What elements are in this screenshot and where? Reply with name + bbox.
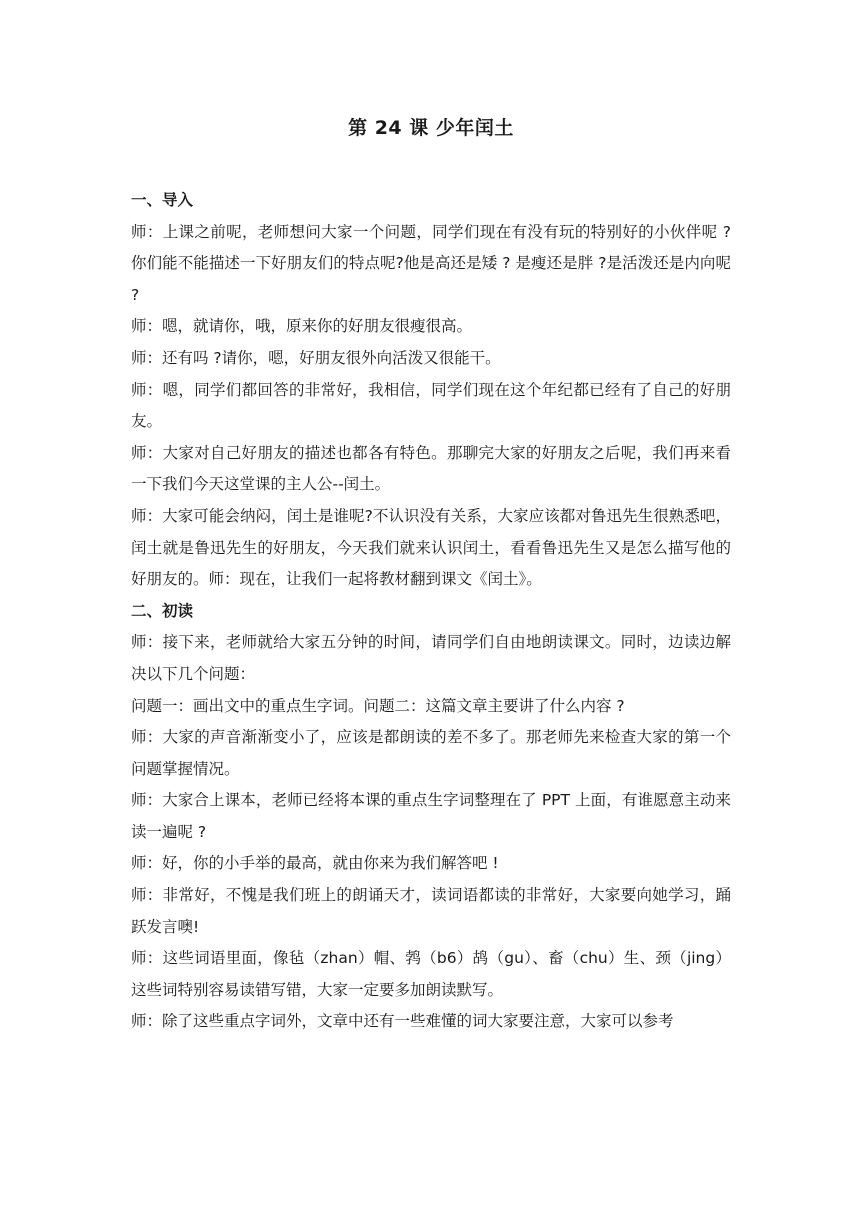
paragraph: 师：大家可能会纳闷，闰土是谁呢?不认识没有关系，大家应该都对鲁迅先生很熟悉吧，闰土就是鲁迅先生的好朋友，今天我们就来认识闰土，看看鲁迅先生又是怎么描写他的好朋友的。师：现在，让我们一起将教材翻到课文《闰土》。 — [131, 506, 731, 589]
paragraph: 师：除了这些重点字词外，文章中还有一些难懂的词大家要注意，大家可以参考 — [131, 1012, 674, 1031]
section-heading-first-reading: 二、初读 — [131, 601, 194, 620]
paragraph: 师：大家对自己好朋友的描述也都各有特色。那聊完大家的好朋友之后呢，我们再来看一下我们今天这堂课的主人公--闰土。 — [131, 443, 731, 494]
paragraph: 师：嗯，就请你，哦，原来你的好朋友很瘦很高。 — [131, 317, 473, 336]
paragraph: 师：接下来，老师就给大家五分钟的时间，请同学们自由地朗读课文。同时，边读边解决以下几个问题： — [131, 633, 731, 683]
paragraph: 师：大家合上课本，老师已经将本课的重点生字词整理在了 PPT 上面，有谁愿意主动来读一遍呢 ? — [131, 791, 731, 841]
lesson-body — [131, 185, 731, 1038]
paragraph: 师：嗯，同学们都回答的非常好，我相信，同学们现在这个年纪都已经有了自己的好朋友。 — [131, 380, 731, 431]
paragraph: 师：上课之前呢，老师想问大家一个问题，同学们现在有没有玩的特别好的小伙伴呢 ?你们能不能描述一下好朋友们的特点呢?他是高还是矮 ? 是瘦还是胖 ?是活泼还是内向呢 ? — [131, 222, 731, 304]
paragraph: 师：这些词语里面，像毡（zhan）帽、鹁（b6）鸪（gu）、畜（chu）生、颈（jing）这些词特别容易读错写错，大家一定要多加朗读默写。 — [131, 949, 731, 999]
lesson-title: 第 24 课 少年闰土 — [348, 117, 514, 139]
paragraph: 师：非常好，不愧是我们班上的朗诵天才，读词语都读的非常好，大家要向她学习，踊跃发言噢! — [131, 886, 731, 936]
section-heading-intro: 一、导入 — [131, 191, 194, 209]
paragraph: 师：还有吗 ?请你，嗯，好朋友很外向活泼又很能干。 — [131, 348, 501, 367]
paragraph: 师：好，你的小手举的最高，就由你来为我们解答吧 ! — [131, 854, 499, 873]
paragraph: 师：大家的声音渐渐变小了，应该是都朗读的差不多了。那老师先来检查大家的第一个问题掌握情况。 — [131, 728, 731, 778]
paragraph: 问题一：画出文中的重点生字词。问题二：这篇文章主要讲了什么内容 ? — [131, 696, 625, 715]
